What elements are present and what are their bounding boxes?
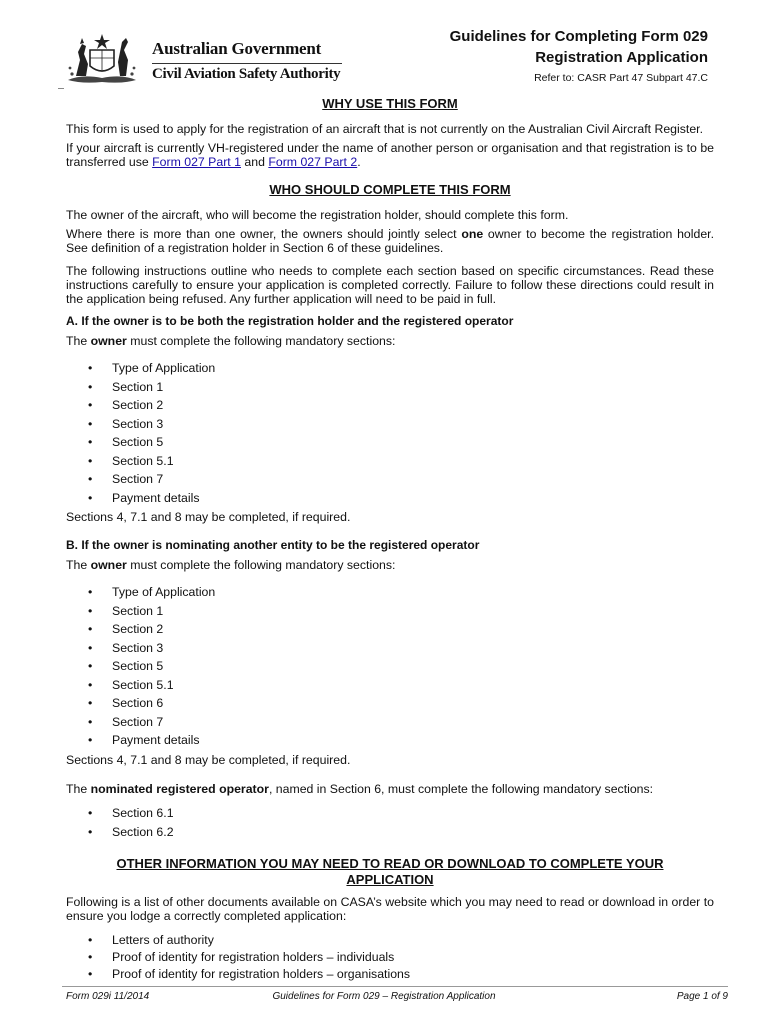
why-para2-and: and — [240, 155, 269, 169]
who-paragraph-1: The owner of the aircraft, who will become the registration holder, should complete this form. — [66, 208, 569, 222]
case-b-intro-end: must complete the following mandatory sections: — [126, 558, 396, 572]
case-a-note: Sections 4, 7.1 and 8 may be completed, if required. — [66, 510, 351, 524]
who-para2-text: Where there is more than one owner, the owners should jointly select — [66, 227, 462, 241]
list-item: • Section 5.1 — [66, 676, 714, 695]
case-a-heading: A. If the owner is to be both the registration holder and the registered operator — [66, 314, 514, 328]
case-b-intro-bold: owner — [90, 558, 127, 572]
other-heading-line-2: APPLICATION — [346, 871, 434, 887]
agency-name: Civil Aviation Safety Authority — [152, 66, 341, 82]
list-item: • Section 1 — [66, 602, 714, 621]
form-027-part-2-link[interactable]: Form 027 Part 2 — [268, 155, 358, 169]
document-body — [66, 97, 714, 983]
coat-of-arms-logo — [62, 30, 142, 86]
list-item: • Section 2 — [66, 396, 714, 415]
document-subtitle: Registration Application — [535, 49, 708, 66]
list-item: • Section 3 — [66, 415, 714, 434]
list-item: • Section 1 — [66, 378, 714, 397]
operator-intro-bold: nominated registered operator — [90, 781, 269, 796]
case-a-intro-end: must complete the following mandatory sections: — [126, 334, 396, 348]
header-divider — [152, 63, 342, 64]
footer-page-number: Page 1 of 9 — [676, 991, 728, 1002]
case-b-intro — [66, 558, 714, 572]
case-a-section-list — [66, 359, 714, 507]
heading-other-information — [66, 856, 714, 888]
operator-intro-text: The — [66, 781, 91, 796]
case-b-note: Sections 4, 7.1 and 8 may be completed, if required. — [66, 752, 351, 767]
list-item: • Section 2 — [66, 620, 714, 639]
footer-form-id: Form 029i 11/2014 — [66, 991, 150, 1002]
list-item: • Section 6.1 — [66, 804, 714, 823]
list-item: • Letters of authority — [66, 932, 714, 949]
case-b-heading: B. If the owner is nominating another entity to be the registered operator — [66, 538, 480, 552]
who-paragraph-2 — [66, 227, 714, 255]
form-027-part-1-link[interactable]: Form 027 Part 1 — [152, 155, 241, 169]
list-item: • Section 3 — [66, 639, 714, 658]
list-item: • Section 7 — [66, 713, 714, 732]
list-item: • Payment details — [66, 489, 714, 508]
heading-why-use-form: WHY USE THIS FORM — [322, 96, 458, 111]
case-b-intro-text: The — [66, 558, 91, 572]
why-paragraph-1: This form is used to apply for the registration of an aircraft that is not currently on the Australian Civil Aircraft Register. — [66, 122, 703, 136]
why-para2-end: . — [357, 155, 361, 169]
list-item: • Section 5 — [66, 433, 714, 452]
why-para2-text: If your aircraft is currently VH-registered under the name of another person or organisation and that registration is to be transferred use — [66, 141, 714, 169]
operator-section-list — [66, 804, 714, 842]
other-intro: Following is a list of other documents available on CASA’s website which you may need to read or download in order to ensure you lodge a correctly completed application: — [66, 894, 714, 923]
who-paragraph-3: The following instructions outline who needs to complete each section based on specific circumstances. Read these instructions carefully to ensure your application is completed correctly. Failure to follow these directions could result in the application being refused. Any further application will need to be paid in full. — [66, 264, 714, 306]
case-a-intro — [66, 334, 714, 348]
footer-document-title: Guidelines for Form 029 – Registration Application — [272, 991, 496, 1002]
margin-mark — [58, 88, 64, 89]
list-item: • Section 6.2 — [66, 823, 714, 842]
why-paragraph-2 — [66, 141, 714, 169]
document-title: Guidelines for Completing Form 029 — [449, 28, 708, 45]
case-b-section-list — [66, 583, 714, 750]
list-item: • Type of Application — [66, 359, 714, 378]
list-item: • Proof of identity for registration holders – organisations — [66, 966, 714, 983]
list-item: • Type of Application — [66, 583, 714, 602]
heading-who-should-complete: WHO SHOULD COMPLETE THIS FORM — [269, 182, 511, 197]
other-documents-list — [66, 932, 714, 983]
list-item: • Payment details — [66, 731, 714, 750]
list-item: • Section 6 — [66, 694, 714, 713]
list-item: • Section 5 — [66, 657, 714, 676]
operator-intro — [66, 782, 714, 796]
document-title-block — [450, 27, 708, 84]
case-a-intro-text: The — [66, 334, 91, 348]
list-item: • Section 7 — [66, 470, 714, 489]
operator-intro-end: , named in Section 6, must complete the following mandatory sections: — [268, 781, 654, 796]
case-a-intro-bold: owner — [90, 334, 127, 348]
who-para2-bold: one — [461, 227, 484, 241]
government-name: Australian Government — [152, 39, 322, 58]
regulation-reference: Refer to: CASR Part 47 Subpart 47.C — [534, 72, 708, 84]
footer-divider — [62, 986, 728, 987]
other-heading-line-1: OTHER INFORMATION YOU MAY NEED TO READ OR DOWNLOAD TO COMPLETE YOUR — [116, 855, 664, 871]
list-item: • Proof of identity for registration holders – individuals — [66, 949, 714, 966]
who-para2-end: owner to become the registration holder. See definition of a registration holder in Section 6 of these guidelines. — [66, 227, 715, 255]
list-item: • Section 5.1 — [66, 452, 714, 471]
